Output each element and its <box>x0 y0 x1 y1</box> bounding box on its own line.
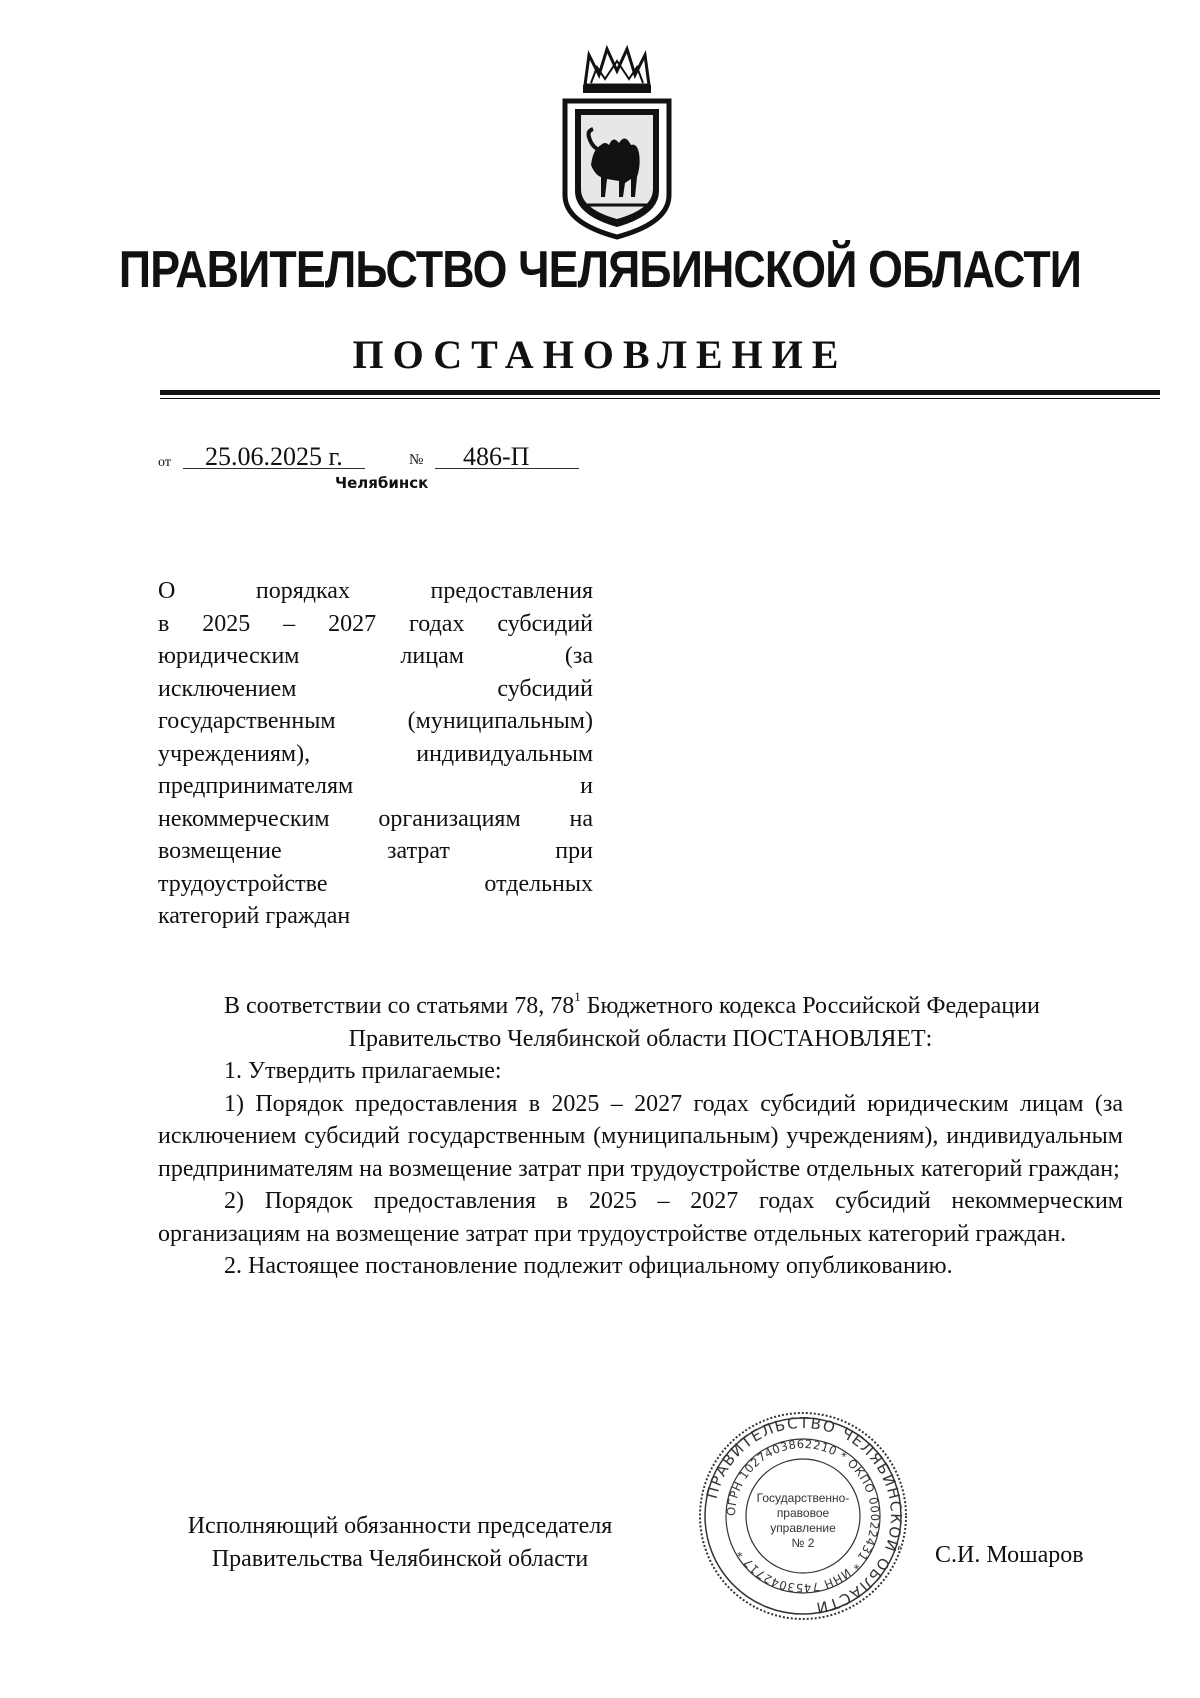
number-label: № <box>409 452 424 468</box>
svg-text:управление: управление <box>770 1521 836 1535</box>
date-label: от <box>158 455 171 470</box>
svg-text:ПРАВИТЕЛЬСТВО ЧЕЛЯБИНСКОЙ ОБЛА: ПРАВИТЕЛЬСТВО ЧЕЛЯБИНСКОЙ ОБЛАСТИ <box>702 1413 906 1618</box>
subject-line: О порядках предоставления <box>158 578 593 604</box>
superscript: 1 <box>574 989 581 1004</box>
svg-text:Государственно-: Государственно- <box>756 1491 850 1505</box>
basis-paragraph: В соответствии со статьями 78, $78^1$ Бюджетного кодекса Российской Федерации <box>224 989 1040 1019</box>
subject-line: исключением субсидий <box>158 675 593 702</box>
document-date: 25.06.2025 г. <box>205 442 343 471</box>
subject-line: учреждениям), индивидуальным <box>158 740 593 767</box>
subject-line: некоммерческим организациям на <box>158 805 593 832</box>
subject-line: возмещение затрат при <box>158 838 593 864</box>
signatory-name: С.И. Мошаров <box>935 1542 1084 1568</box>
city: Челябинск <box>335 474 429 492</box>
subject-line: предпринимателям и <box>158 773 593 799</box>
svg-text:правовое: правовое <box>776 1506 830 1520</box>
svg-text:ОГРН 1027403862210 * ОКПО 0002: ОГРН 1027403862210 * ОКПО 00022431 * ИНН 7453042717 * <box>723 1436 883 1596</box>
coat-of-arms-icon <box>557 45 677 241</box>
organization-title: ПРАВИТЕЛЬСТВО ЧЕЛЯБИНСКОЙ ОБЛАСТИ <box>118 241 1082 299</box>
document-body <box>158 990 1123 1283</box>
subject-line: трудоустройстве отдельных <box>158 870 593 897</box>
item-1-2: 2) Порядок предоставления в 2025 – 2027 годах субсидий некоммерческим организациям на возмещение затрат при трудоустройстве отдельных категорий граждан. <box>158 1188 1123 1247</box>
header-rule-thick <box>160 390 1160 395</box>
official-seal-icon <box>697 1410 909 1622</box>
subject-line: государственным (муниципальным) <box>158 708 593 734</box>
document-number: 486-П <box>463 442 530 471</box>
document-subject <box>158 575 593 933</box>
svg-text:№ 2: № 2 <box>791 1536 815 1550</box>
subject-line: юридическим лицам (за <box>158 643 593 669</box>
signatory-title: Исполняющий обязанности председателя Правительства Челябинской области <box>187 1513 613 1572</box>
resolves-paragraph: Правительство Челябинской области ПОСТАНОВЛЯЕТ: <box>348 1025 933 1052</box>
item-1: 1. Утвердить прилагаемые: <box>224 1058 502 1084</box>
subject-line: категорий граждан <box>158 903 351 929</box>
item-1-1: 1) Порядок предоставления в 2025 – 2027 годах субсидий юридическим лицам (за исключением субсидий государственным (муниципальным) учреждениям), индивидуальным предпринимателям на возмещение затрат при трудоустройстве отдельных категорий граждан; <box>158 1090 1123 1182</box>
item-2: 2. Настоящее постановление подлежит официальному опубликованию. <box>224 1253 953 1279</box>
header-rule-thin <box>160 398 1160 399</box>
document-type: ПОСТАНОВЛЕНИЕ <box>352 332 848 377</box>
subject-line: в 2025 – 2027 годах субсидий <box>158 610 593 637</box>
